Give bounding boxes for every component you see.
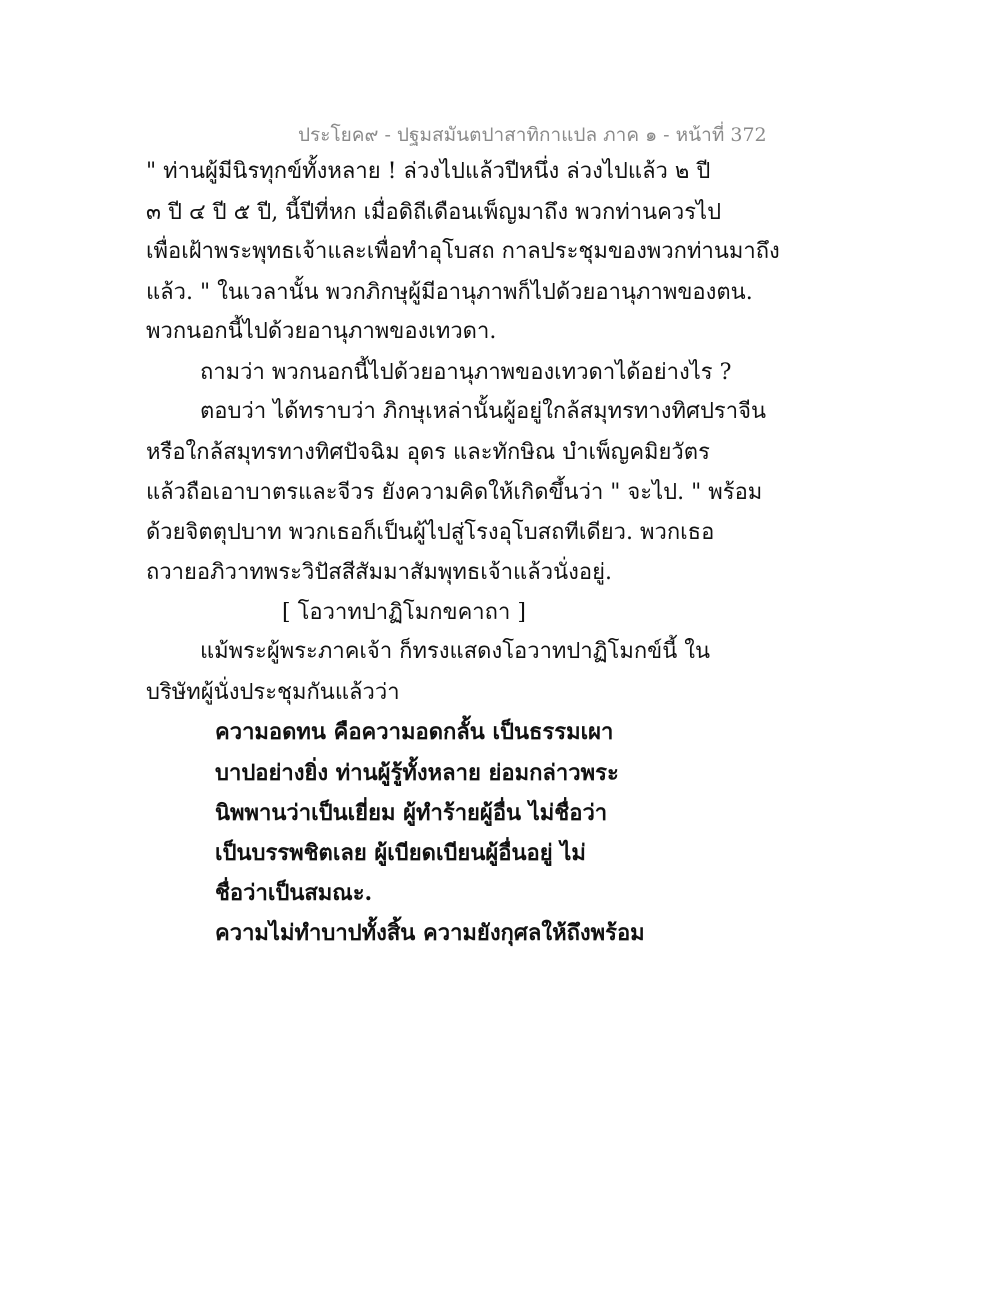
- verse-line: นิพพานว่าเป็นเยี่ยม ผู้ทำร้ายผู้อื่น ไม่ชื่อว่า: [215, 800, 608, 826]
- verse-line: บาปอย่างยิ่ง ท่านผู้รู้ทั้งหลาย ย่อมกล่าวพระ: [215, 760, 619, 786]
- verse-line: ชื่อว่าเป็นสมณะ.: [215, 880, 373, 906]
- verse-line: ความอดทน คือความอดกลั้น เป็นธรรมเผา: [215, 719, 614, 745]
- verse-line: เป็นบรรพชิตเลย ผู้เบียดเบียนผู้อื่นอยู่ ไม่: [215, 840, 586, 866]
- text-line: หรือใกล้สมุทรทางทิศปัจฉิม อุดร และทักษิณ บำเพ็ญคมิยวัตร: [146, 440, 710, 465]
- text-line: ด้วยจิตตุปบาท พวกเธอก็เป็นผู้ไปสู่โรงอุโบสถทีเดียว. พวกเธอ: [146, 520, 715, 545]
- text-line: " ท่านผู้มีนิรทุกข์ทั้งหลาย ! ล่วงไปแล้วปีหนึ่ง ล่วงไปแล้ว ๒ ปี: [146, 159, 711, 184]
- text-line: ถามว่า พวกนอกนี้ไปด้วยอานุภาพของเทวดาได้อย่างไร ?: [200, 360, 732, 385]
- text-line: แล้ว. " ในเวลานั้น พวกภิกษุผู้มีอานุภาพก็ไปด้วยอานุภาพของตน.: [146, 280, 753, 305]
- text-line: ถวายอภิวาทพระวิปัสสีสัมมาสัมพุทธเจ้าแล้วนั่งอยู่.: [146, 560, 612, 585]
- text-line: บริษัทผู้นั่งประชุมกันแล้วว่า: [146, 680, 400, 705]
- text-line: ตอบว่า ได้ทราบว่า ภิกษุเหล่านั้นผู้อยู่ใกล้สมุทรทางทิศปราจีน: [200, 399, 767, 424]
- text-line: แล้วถือเอาบาตรและจีวร ยังความคิดให้เกิดขึ้นว่า " จะไป. " พร้อม: [146, 480, 763, 505]
- verse-line: ความไม่ทำบาปทั้งสิ้น ความยังกุศลให้ถึงพร้อม: [215, 920, 645, 946]
- text-line: ๓ ปี ๔ ปี ๕ ปี, นี้ปีที่หก เมื่อดิถีเดือนเพ็ญมาถึง พวกท่านควรไป: [146, 200, 722, 225]
- section-heading: [ โอวาทปาฏิโมกขคาถา ]: [282, 600, 526, 625]
- text-line: เพื่อเฝ้าพระพุทธเจ้าและเพื่อทำอุโบสถ กาลประชุมของพวกท่านมาถึง: [146, 239, 780, 264]
- text-line: พวกนอกนี้ไปด้วยอานุภาพของเทวดา.: [146, 319, 497, 344]
- page-header: ประโยค๙ - ปฐมสมันตปาสาทิกาแปล ภาค ๑ - หน้าที่ 372: [298, 124, 767, 146]
- text-line: แม้พระผู้พระภาคเจ้า ก็ทรงแสดงโอวาทปาฏิโมกข์นี้ ใน: [200, 639, 711, 664]
